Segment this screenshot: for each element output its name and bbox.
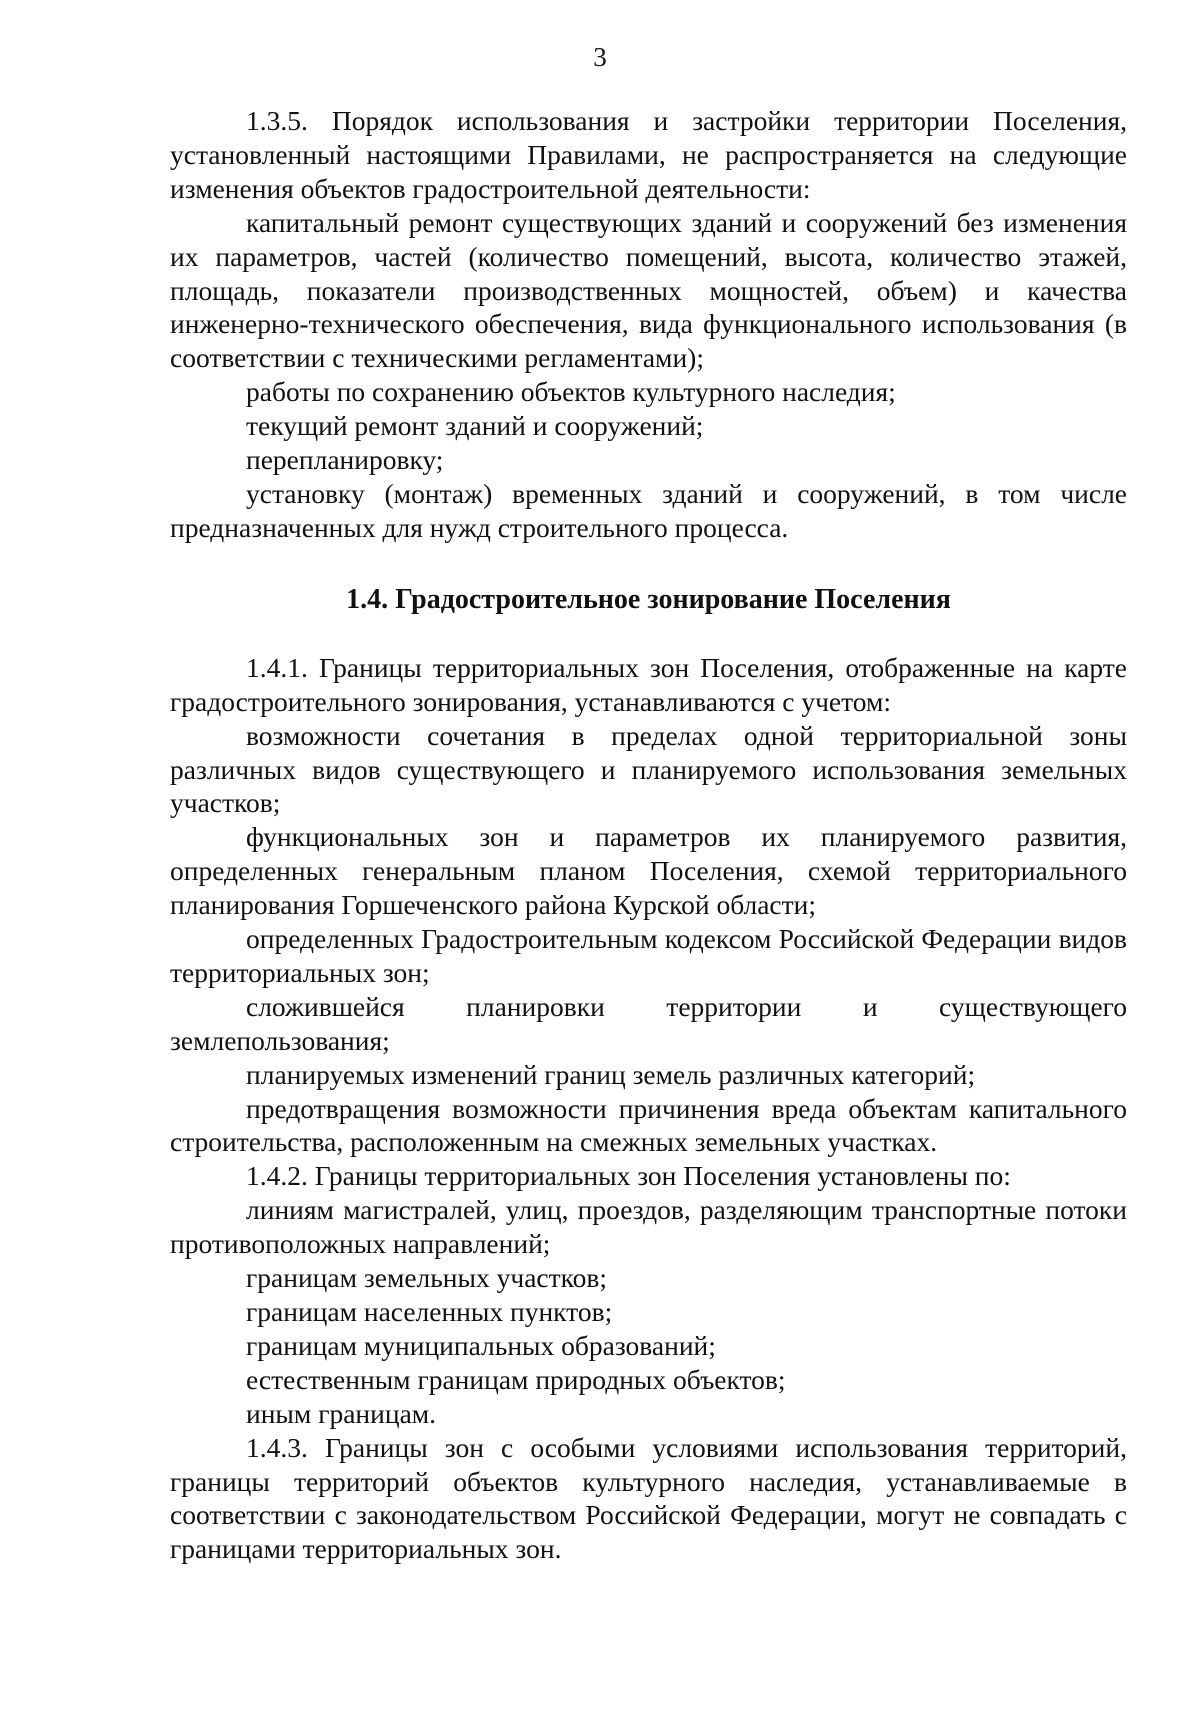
list-item-1-4-2: иным границам. bbox=[246, 1397, 437, 1429]
list-item-1-4-2: границам муниципальных образований; bbox=[246, 1329, 716, 1361]
list-item-1-4-2: линиям магистралей, улиц, проездов, разделяющим транспортные потоки противоположных направлений; bbox=[170, 1194, 1127, 1260]
list-item-1-4-1: функциональных зон и параметров их планируемого развития, определенных генеральным планом Поселения, схемой территориального планирования Горшеченского района Курской области; bbox=[170, 821, 1127, 921]
list-item-1-3-5: установку (монтаж) временных зданий и сооружений, в том числе предназначенных для нужд строительного процесса. bbox=[170, 477, 1127, 543]
paragraph-1-4-2-intro: 1.4.2. Границы территориальных зон Поселения установлены по: bbox=[246, 1160, 1011, 1192]
list-item-1-4-1: определенных Градостроительным кодексом Российской Федерации видов территориальных зон; bbox=[170, 923, 1127, 988]
page-number: 3 bbox=[593, 42, 607, 72]
list-item-1-3-5: работы по сохранению объектов культурного наследия; bbox=[246, 376, 896, 408]
paragraph-1-3-5-intro: 1.3.5. Порядок использования и застройки территории Поселения, установленный настоящими Правилами, не распространяется на следующие изменения объектов градостроительной деятельности: bbox=[170, 105, 1127, 204]
list-item-1-4-2: границам населенных пунктов; bbox=[246, 1296, 613, 1327]
list-item-1-4-2: границам земельных участков; bbox=[246, 1262, 607, 1294]
list-item-1-3-5: капитальный ремонт существующих зданий и сооружений без изменения их параметров, частей (количество помещений, высота, количество этажей, площадь, показатели производственных мощностей, объем) и качества инженерно-технического обеспечения, вида функционального использования (в соответствии с техническими регламентами); bbox=[170, 206, 1127, 374]
list-item-1-4-1: предотвращения возможности причинения вреда объектам капитального строительства, расположенным на смежных земельных участках. bbox=[170, 1092, 1127, 1158]
list-item-1-3-5: текущий ремонт зданий и сооружений; bbox=[246, 410, 704, 442]
paragraph-1-4-1-intro: 1.4.1. Границы территориальных зон Поселения, отображенные на карте градостроительного зонирования, устанавливаются с учетом: bbox=[170, 651, 1127, 717]
list-item-1-4-1: планируемых изменений границ земель различных категорий; bbox=[246, 1058, 976, 1090]
list-item-1-3-5: перепланировку; bbox=[246, 444, 444, 476]
list-item-1-4-1: сложившейся планировки территории и существующего землепользования; bbox=[170, 990, 1127, 1056]
document-body bbox=[170, 104, 1127, 1566]
list-item-1-4-2: естественным границам природных объектов; bbox=[246, 1363, 786, 1395]
paragraph-1-4-3: 1.4.3. Границы зон с особыми условиями использования территорий, границы территорий объектов культурного наследия, устанавливаемые в соответствии с законодательством Российской Федерации, могут не совпадать с границами территориальных зон. bbox=[170, 1431, 1127, 1565]
list-item-1-4-1: возможности сочетания в пределах одной территориальной зоны различных видов существующего и планируемого использования земельных участков; bbox=[170, 719, 1127, 819]
section-heading-1-4: 1.4. Градостроительное зонирование Поселения bbox=[346, 583, 951, 615]
